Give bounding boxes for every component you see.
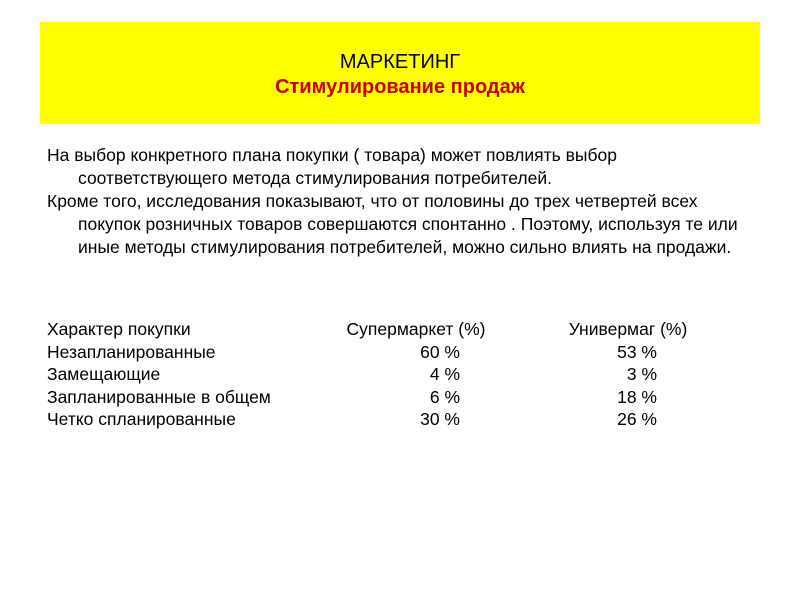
column-header-department-store: Универмаг (%): [568, 319, 688, 339]
table-header-row: [47, 318, 747, 341]
body-text: [47, 144, 757, 259]
supermarket-value: 4 %: [429, 364, 460, 384]
table-row: [47, 386, 747, 409]
title-banner: [40, 22, 760, 124]
supermarket-value: 30 %: [420, 409, 460, 429]
department-store-value: 53 %: [617, 341, 657, 362]
department-store-value: 18 %: [617, 386, 657, 407]
purchase-type-table: [47, 318, 747, 431]
column-header-supermarket: Супермаркет (%): [346, 319, 486, 339]
supermarket-value: 60 %: [420, 341, 460, 362]
row-label: Четко спланированные: [47, 409, 236, 429]
table-row: [47, 341, 747, 364]
slide-subtitle: Стимулирование продаж: [275, 76, 525, 98]
supermarket-value: 6 %: [429, 386, 460, 407]
paragraph-plan-choice: На выбор конкретного плана покупки ( товара) может повлиять выбор соответствующего метода стимулирования потребителей.: [47, 145, 617, 188]
paragraph-spontaneous-purchases: Кроме того, исследования показывают, что от половины до трех четвертей всех покупок розничных товаров совершаются спонтанно . Поэтому, используя те или иные методы стимулирования потребителей, можно сильно влиять на продажи.: [47, 191, 738, 257]
slide-title: МАРКЕТИНГ: [339, 51, 461, 73]
column-header-purchase-type: Характер покупки: [47, 319, 191, 339]
row-label: Запланированные в общем: [47, 386, 271, 407]
department-store-value: 26 %: [617, 409, 657, 429]
row-label: Незапланированные: [47, 341, 216, 362]
row-label: Замещающие: [47, 364, 161, 384]
table-row: [47, 408, 747, 431]
table-row: [47, 363, 747, 386]
department-store-value: 3 %: [626, 364, 657, 384]
